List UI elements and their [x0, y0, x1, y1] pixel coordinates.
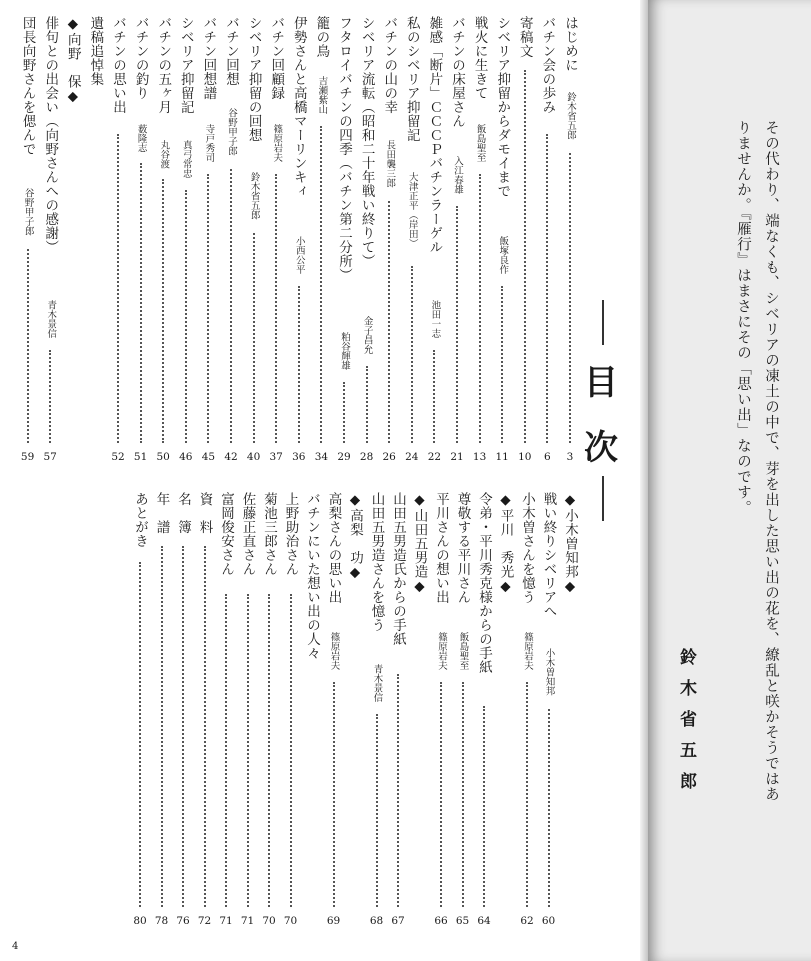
leader-dots — [247, 594, 249, 907]
leader-dots — [456, 206, 458, 443]
toc-entry-page: 40 — [246, 451, 261, 463]
toc-entry-title: 小木曽さんを憶う — [519, 492, 535, 604]
leader-dots — [366, 366, 368, 443]
toc-entry-title: 令弟・平川秀克様からの手紙 — [476, 492, 492, 674]
toc-entry-title: 戦い終りシベリアへ — [540, 492, 557, 618]
leader-dots — [376, 714, 378, 907]
toc-entry-title: 佐藤正直さん — [239, 492, 256, 576]
toc-entry-page: 22 — [427, 451, 442, 463]
toc-entry-title: バチン回顧録 — [268, 16, 285, 100]
toc-entry-page: 11 — [495, 451, 509, 463]
toc-entry-title: 山田五男造氏からの手紙 — [390, 492, 406, 646]
toc-entry-title: 戦火に生きて — [471, 16, 488, 100]
toc-entry-author: 飯島聖至 — [457, 632, 469, 670]
toc-entry-author: 青木景信 — [371, 664, 383, 702]
leader-dots — [526, 682, 528, 907]
leader-dots — [548, 709, 550, 907]
leader-dots — [139, 562, 141, 907]
toc-entry-title: 籠の鳥 — [313, 16, 330, 58]
toc-entry-title: 富岡俊安さん — [218, 492, 234, 576]
leader-dots — [182, 546, 184, 907]
leader-dots — [204, 546, 206, 907]
leader-dots — [161, 546, 163, 907]
leader-dots — [397, 674, 399, 907]
leader-dots — [333, 682, 335, 907]
toc-entry-title: 高梨さんの思い出 — [325, 492, 342, 604]
toc-entry-page: 72 — [197, 915, 212, 927]
toc-entry-title: バチンの釣り — [132, 16, 149, 100]
toc-entry-page: 70 — [262, 915, 276, 927]
page-number: 4 — [12, 941, 19, 952]
toc-entry-title: バチンにいた想い出の人々 — [304, 492, 320, 660]
toc-entry-title: ◆小木曽知邦◆ — [562, 492, 578, 595]
toc-entry-author: 青木景信 — [45, 300, 57, 338]
toc-entry-title: バチン回想譜 — [200, 16, 217, 100]
toc-entry-title: バチンの床屋さん — [449, 16, 465, 128]
toc-entry-page: 36 — [292, 451, 306, 463]
toc-entry-page: 26 — [382, 451, 396, 463]
leader-dots — [298, 286, 300, 443]
toc-entry-page: 37 — [269, 451, 283, 463]
heading-char-moku: 目 — [584, 363, 618, 403]
leader-dots — [207, 174, 209, 443]
toc-entry-title: 伊勢さんと高橋マーリンキィ — [290, 16, 307, 198]
author-signature: 鈴木省五郎 — [676, 648, 696, 803]
toc-entry-author: 鈴木省五郎 — [565, 92, 576, 140]
toc-entry-page: 57 — [43, 451, 57, 463]
toc-entry-title: フタロイバチンの四季（バチン第二分所） — [336, 16, 352, 282]
toc-entry-author: 丸谷渡 — [158, 140, 170, 169]
toc-entry-page: 42 — [224, 451, 238, 463]
toc-entry-title: 遺稿追悼集 — [87, 16, 104, 86]
leader-dots — [440, 682, 442, 907]
leader-dots — [117, 134, 119, 443]
toc-entry-title: 平川さんの想い出 — [433, 492, 449, 604]
toc-entry-author: 飯塚良作 — [497, 236, 509, 274]
toc-entry-title: シベリア抑留からダモイまで — [494, 16, 511, 198]
toc-entry-page: 51 — [133, 451, 148, 463]
toc-entry-author: 谷野甲子郎 — [226, 108, 237, 156]
leader-dots — [479, 174, 481, 443]
toc-entry-title: ◆山田五男造◆ — [411, 492, 428, 595]
toc-entry-author: 池田一志 — [429, 300, 441, 338]
toc-entry-title: 俳句との出会い（向野さんへの感謝） — [42, 16, 59, 254]
toc-entry-page: 24 — [405, 451, 419, 463]
toc-entry-title: はじめに — [562, 16, 578, 72]
toc-entry-title: バチン会の歩み — [539, 16, 556, 114]
toc-entry-author: 篠原岩夫 — [522, 632, 533, 670]
essay-line-1: その代わり、端なくも、シベリアの凍土の中で、芽を出した思い出の花を、繚乱と咲かそうではあ — [763, 120, 779, 802]
essay-page — [648, 0, 811, 961]
toc-entry-page: 64 — [477, 915, 491, 927]
toc-entry-title: 菊池三郎さん — [261, 492, 277, 576]
toc-entry-page: 21 — [450, 451, 464, 463]
toc-entry-author: 篠原岩夫 — [436, 632, 447, 670]
toc-entry-author: 入江春雄 — [452, 156, 463, 194]
leader-dots — [569, 153, 571, 443]
toc-entry-title: シベリア流転（昭和二十年戦い終りて） — [358, 16, 375, 268]
toc-entry-page: 80 — [133, 915, 147, 927]
toc-entry-author: 薮隆志 — [135, 124, 147, 153]
heading-char-ji: 次 — [584, 428, 618, 468]
toc-entry-page: 67 — [391, 915, 405, 927]
toc-entry-author: 篠原岩夫 — [328, 632, 340, 670]
leader-dots — [433, 350, 435, 443]
leader-dots — [462, 682, 464, 907]
leader-dots — [230, 169, 232, 443]
toc-entry-title: ◆向野 保◆ — [64, 16, 81, 105]
toc-entry-page: 52 — [111, 451, 125, 463]
toc-entry-page: 34 — [314, 451, 329, 463]
leader-dots — [162, 179, 164, 443]
toc-entry-page: 10 — [518, 451, 532, 463]
toc-entry-author: 篠原岩夫 — [271, 124, 283, 162]
leader-dots — [501, 286, 503, 443]
toc-entry-title: 名 簿 — [175, 492, 191, 534]
toc-entry-title: シベリア抑留記 — [177, 16, 194, 114]
toc-entry-title: ◆高梨 功◆ — [347, 492, 363, 581]
toc-entry-author: 大津正平（岸田） — [406, 172, 418, 248]
toc-entry-title: ◆平川 秀光◆ — [497, 492, 514, 595]
toc-entry-author: 飯島聖至 — [474, 124, 486, 162]
toc-entry-title: あとがき — [132, 492, 148, 548]
toc-entry-page: 69 — [326, 915, 341, 927]
toc-entry-page: 6 — [544, 451, 551, 463]
toc-entry-page: 65 — [455, 915, 470, 927]
toc-entry-title: 資 料 — [196, 492, 213, 534]
toc-entry-page: 66 — [434, 915, 448, 927]
toc-entry-page: 3 — [566, 451, 574, 463]
toc-entry-author: 吉瀬紫山 — [316, 76, 328, 114]
toc-entry-page: 50 — [156, 451, 170, 463]
toc-entry-title: バチン回想 — [223, 16, 239, 86]
toc-entry-author: 真弓常忠 — [180, 140, 192, 178]
toc-entry-title: 団長向野さんを偲んで — [19, 16, 36, 156]
toc-entry-page: 71 — [219, 915, 233, 927]
leader-dots — [140, 163, 142, 443]
toc-entry-page: 28 — [359, 451, 374, 463]
toc-entry-page: 29 — [337, 451, 351, 463]
toc-entry-title: 尊敬する平川さん — [454, 492, 471, 604]
toc-entry-page: 76 — [176, 915, 190, 927]
toc-entry-page: 13 — [472, 451, 487, 463]
leader-dots — [388, 201, 390, 443]
leader-dots — [185, 190, 187, 443]
toc-entry-title: 私のシベリア抑留記 — [403, 16, 420, 142]
toc-entry-page: 46 — [179, 451, 193, 463]
leader-dots — [524, 70, 526, 443]
heading-rule-bottom — [602, 476, 604, 521]
toc-entry-page: 68 — [369, 915, 384, 927]
toc-entry-title: 寄稿文 — [516, 16, 533, 58]
toc-entry-author: 小木曽知邦 — [543, 648, 555, 696]
heading-rule-top — [602, 300, 604, 345]
leader-dots — [27, 249, 29, 443]
leader-dots — [253, 233, 255, 443]
toc-entry-page: 78 — [154, 915, 169, 927]
toc-entry-page: 62 — [520, 915, 534, 927]
toc-entry-page: 70 — [283, 915, 298, 927]
leader-dots — [546, 134, 548, 443]
toc-entry-page: 71 — [240, 915, 255, 927]
toc-entry-title: 雑感「断片」ＣＣＣＰバチンラーゲル — [426, 16, 443, 254]
leader-dots — [320, 126, 322, 443]
leader-dots — [411, 266, 413, 443]
toc-entry-page: 60 — [541, 915, 556, 927]
leader-dots — [49, 350, 51, 443]
leader-dots — [225, 594, 227, 907]
toc-entry-author: 鈴木省五郎 — [248, 172, 260, 220]
toc-entry-author: 金子昌允 — [361, 316, 373, 354]
toc-entry-page: 59 — [20, 451, 35, 463]
leader-dots — [290, 594, 292, 907]
toc-entry-title: 山田五男造さんを憶う — [368, 492, 385, 632]
toc-entry-title: 年 譜 — [153, 492, 170, 534]
toc-entry-title: バチンの山の幸 — [381, 16, 398, 114]
toc-entry-author: 粕谷輝雄 — [339, 332, 350, 370]
leader-dots — [343, 382, 345, 443]
toc-entry-title: 上野助治さん — [282, 492, 299, 576]
leader-dots — [268, 594, 270, 907]
leader-dots — [483, 706, 485, 907]
toc-entry-title: バチンの五ヶ月 — [155, 16, 172, 114]
toc-entry-author: 長田襲三郎 — [384, 140, 396, 188]
leader-dots — [275, 174, 277, 443]
toc-entry-author: 谷野甲子郎 — [22, 188, 34, 236]
toc-entry-author: 寺戸秀司 — [203, 124, 215, 162]
toc-entry-title: バチンの思い出 — [110, 16, 126, 114]
toc-entry-page: 45 — [201, 451, 216, 463]
toc-entry-title: シベリア抑留の回想 — [245, 16, 262, 142]
essay-line-2: りませんか。『雁行』はまさにその「思い出」なのです。 — [735, 120, 751, 516]
toc-entry-author: 小西公平 — [293, 236, 305, 274]
